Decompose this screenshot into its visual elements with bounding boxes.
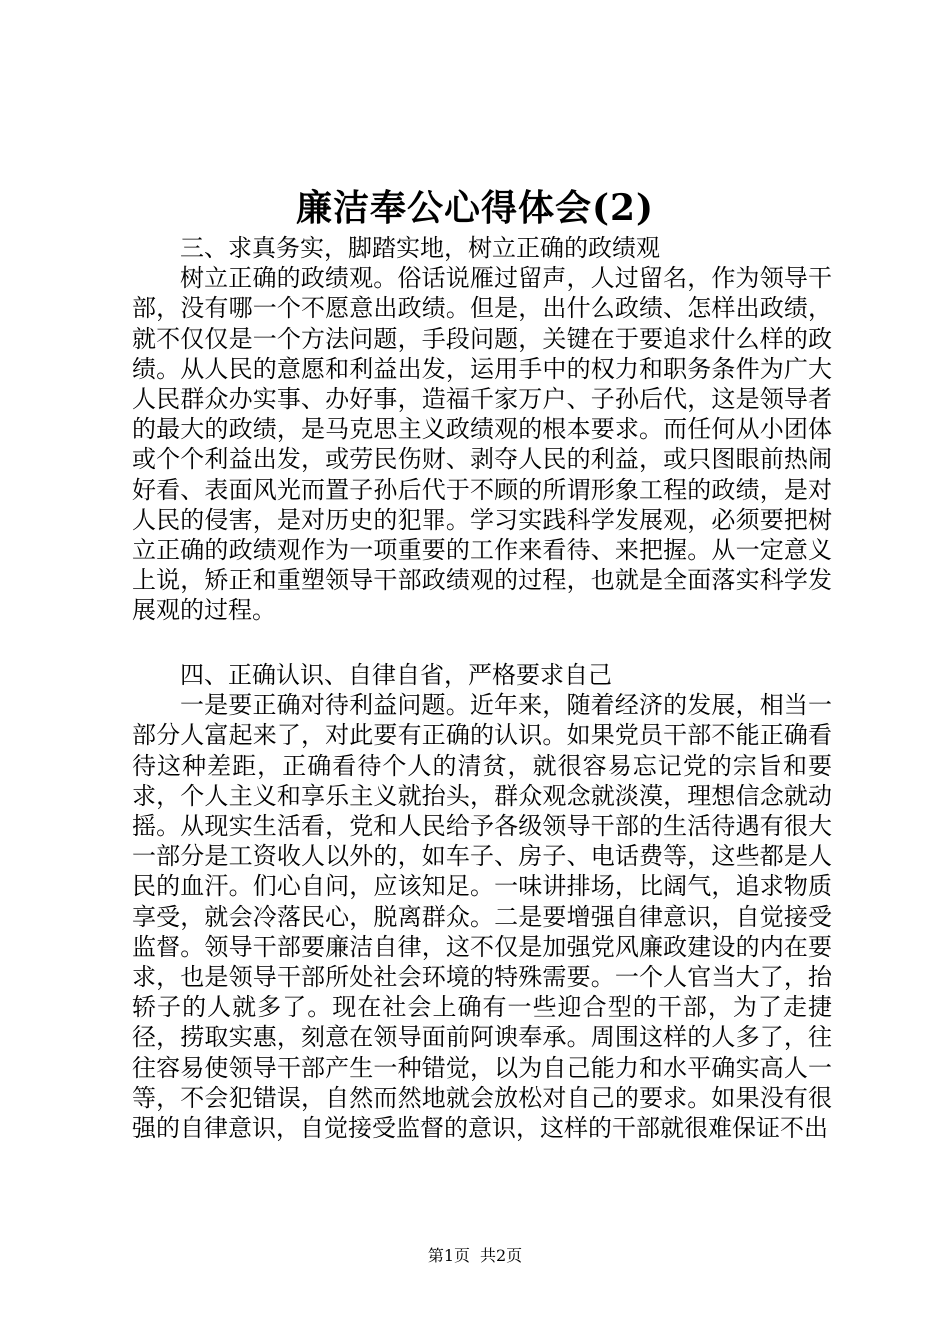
page-footer xyxy=(0,1245,950,1267)
section-4-paragraph: 一是要正确对待利益问题。近年来，随着经济的发展，相当一部分人富起来了，对此要有正确的认识。如果党员干部不能正确看待这种差距，正确看待个人的清贫，就很容易忘记党的宗旨和要求，个人主义和享乐主义就抬头，群众观念就淡漠，理想信念就动摇。从现实生活看，党和人民给予各级领导干部的生活待遇有很大一部分是工资收人以外的，如车子、房子、电话费等，这些都是人民的血汗。们心自问，应该知足。一味讲排场，比阔气，追求物质享受，就会冷落民心，脱离群众。二是要增强自律意识，自觉接受监督。领导干部要廉洁自律，这不仅是加强党风廉政建设的内在要求，也是领导干部所处社会环境的特殊需要。一个人官当大了，抬轿子的人就多了。现在社会上确有一些迎合型的干部，为了走捷径，捞取实惠，刻意在领导面前阿谀奉承。周围这样的人多了，往往容易使领导干部产生一种错觉，以为自己能力和水平确实高人一等，不会犯错误，自然而然地就会放松对自己的要求。如果没有很强的自律意识，自觉接受监督的意识，这样的干部就很难保证不出 xyxy=(132,691,832,1143)
section-3-paragraph: 树立正确的政绩观。俗话说雁过留声，人过留名，作为领导干部，没有哪一个不愿意出政绩。但是，出什么政绩、怎样出政绩，就不仅仅是一个方法问题，手段问题，关键在于要追求什么样的政绩。从人民的意愿和利益出发，运用手中的权力和职务条件为广大人民群众办实事、办好事，造福千家万户、子孙后代，这是领导者的最大的政绩，是马克思主义政绩观的根本要求。而任何从小团体或个个利益出发，或劳民伤财、剥夺人民的利益，或只图眼前热闹好看、表面风光而置子孙后代于不顾的所谓形象工程的政绩，是对人民的侵害，是对历史的犯罪。学习实践科学发展观，必须要把树立正确的政绩观作为一项重要的工作来看待、来把握。从一定意义上说，矫正和重塑领导干部政绩观的过程，也就是全面落实科学发展观的过程。 xyxy=(132,264,832,625)
document-title: 廉洁奉公心得体会(2) xyxy=(295,187,655,229)
page-number: 第1页 xyxy=(427,1246,470,1265)
section-4 xyxy=(132,660,832,1143)
section-4-heading: 四、正确认识、自律自省，严格要求自己 xyxy=(180,661,612,689)
section-3-heading: 三、求真务实，脚踏实地，树立正确的政绩观 xyxy=(180,234,660,262)
page-total: 共2页 xyxy=(480,1246,523,1265)
section-3 xyxy=(132,233,832,626)
